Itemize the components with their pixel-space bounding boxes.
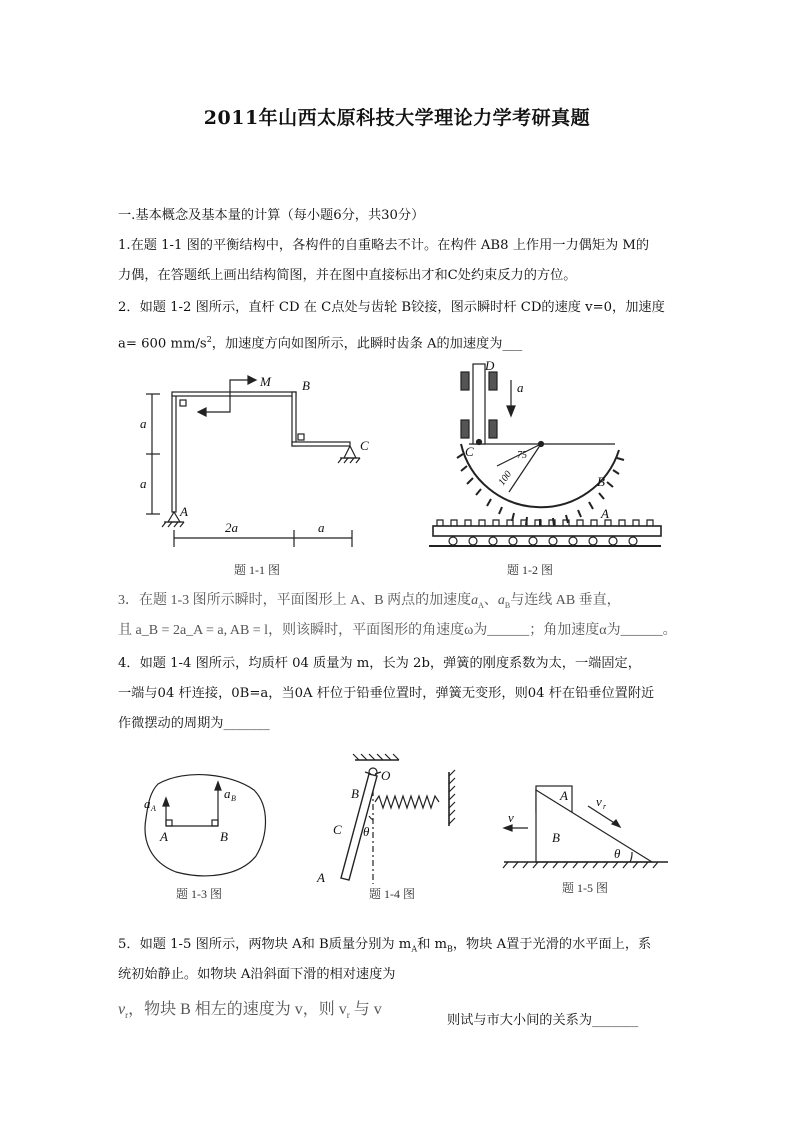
fig11-C: C <box>360 438 369 453</box>
fig13-aB: a <box>224 786 231 801</box>
q5-line1-a: 5．如题 1-5 图所示，两物块 A和 B质量分别为 m <box>118 937 412 952</box>
q3-aA-sub: A <box>478 600 484 610</box>
q3-aA: a <box>471 593 479 608</box>
fig15-caption: 题 1-5 图 <box>562 881 608 895</box>
fig13-caption: 题 1-3 图 <box>176 887 222 901</box>
q2-line2-b: ，加速度方向如图所示，此瞬时齿条 A的加速度为 <box>211 336 503 352</box>
fig11-B: B <box>302 378 310 393</box>
q5-line1 <box>118 935 651 960</box>
q5-ma: A <box>411 944 418 954</box>
fig13-A: A <box>160 829 168 844</box>
q2-line1: 2．如题 1-2 图所示，直杆 CD 在 C点处与齿轮 B铰接，图示瞬时杆 CD的速度 v=0，加速度 <box>118 300 665 315</box>
section-heading: 一.基本概念及基本量的计算（每小题6分，共30分） <box>118 208 425 223</box>
q3-line2: 且 a_B = 2a_A = a, AB = l，则该瞬时，平面图形的角速度ω为______；角加速度α为______。 <box>118 623 677 638</box>
q4-line2: 一端与04 杆连接，0B=a，当0A 杆位于铅垂位置时，弹簧无变形，则04 杆在铅垂位置附近 <box>118 686 655 701</box>
q5-line2: 统初始静止。如物块 A沿斜面下滑的相对速度为 <box>118 967 396 982</box>
fig14-B: B <box>351 786 359 801</box>
fig15-B: B <box>552 830 560 845</box>
q3-line1-a: 3．在题 1-3 图所示瞬时，平面图形上 A、B 两点的加速度 <box>118 593 472 608</box>
fig11-a-top: a <box>140 416 147 431</box>
q1-line1: 1.在题 1-1 图的平衡结构中，各构件的自重略去不计。在构件 AB8 上作用一力偶矩为 M的 <box>118 238 650 253</box>
figure-1-4 <box>305 752 475 904</box>
fig11-caption: 题 1-1 图 <box>234 563 280 577</box>
fig13-B: B <box>220 829 228 844</box>
fig12-100: 100 <box>496 469 515 488</box>
q3-line1-b: 与连线 AB 垂直， <box>510 593 621 608</box>
q3-sep: 、 <box>483 593 498 608</box>
q2-blank: ___ <box>502 336 523 352</box>
fig13-aA-sub: A <box>151 804 156 813</box>
q1-line2: 力偶，在答题纸上画出结构简图，并在图中直接标出才和C处约束反力的方位。 <box>118 268 577 283</box>
fig15-A: A <box>560 788 568 803</box>
figure-1-2 <box>425 358 665 586</box>
fig14-O: O <box>381 768 391 783</box>
q5-line3-d: 与 v <box>349 1001 382 1018</box>
q5-line1-c: ，物块 A置于光滑的水平面上，系 <box>452 937 652 952</box>
q5-vr-sub: r <box>125 1010 129 1021</box>
fig12-caption: 题 1-2 图 <box>507 563 553 577</box>
fig15-vr-sub: r <box>603 802 607 811</box>
fig11-2a: 2a <box>225 520 238 535</box>
q5-line3-b: ，物块 B 相左的速度为 v，则 v <box>128 1001 347 1018</box>
q4-line3 <box>118 714 270 734</box>
fig14-A: A <box>317 870 325 885</box>
page-title: 2011年山西太原科技大学理论力学考研真题 <box>203 107 591 129</box>
fig12-C: C <box>465 444 474 459</box>
fig11-a-bottom: a <box>140 476 147 491</box>
q2-sup: 2 <box>206 335 212 344</box>
fig12-a: a <box>517 380 524 395</box>
fig12-A: A <box>601 506 609 521</box>
figure-1-5 <box>498 780 674 902</box>
fig11-M: M <box>260 374 271 389</box>
q5-blank: _______ <box>592 1013 639 1028</box>
fig12-B: B <box>597 474 605 489</box>
figure-1-1 <box>120 372 380 582</box>
q4-line3-text: 作微摆动的周期为 <box>118 716 224 731</box>
q5-line3 <box>118 1000 382 1025</box>
fig14-theta: θ <box>363 824 370 839</box>
fig14-C: C <box>333 822 342 837</box>
q2-line2 <box>118 330 522 354</box>
q5-vr-sub2: r <box>346 1010 350 1021</box>
q4-line1: 4．如题 1-4 图所示，均质杆 04 质量为 m，长为 2b，弹簧的刚度系数为太，一端固定， <box>118 656 641 671</box>
fig12-D: D <box>485 358 495 373</box>
q3-aB: a <box>497 593 505 608</box>
fig11-a-right: a <box>318 520 325 535</box>
fig15-theta: θ <box>614 846 621 861</box>
q5-mb: B <box>446 944 453 954</box>
fig13-aA: a <box>144 796 151 811</box>
fig13-aB-sub: B <box>231 794 236 803</box>
fig11-A: A <box>180 504 188 519</box>
fig15-v: v <box>508 810 514 825</box>
fig12-75: 75 <box>517 450 527 461</box>
q3-aB-sub: B <box>504 600 511 610</box>
fig15-vr: v <box>596 794 602 809</box>
q5-line3-e: 则试与市大小间的关系为 <box>447 1013 593 1028</box>
q5-line1-b: 和 m <box>417 937 447 952</box>
q4-blank: _______ <box>223 716 270 731</box>
fig14-caption: 题 1-4 图 <box>369 887 415 901</box>
q5-line3-tail <box>447 1011 638 1031</box>
q5-vr: v <box>118 1001 126 1018</box>
figure-1-3 <box>136 766 276 906</box>
q3-line1 <box>118 591 621 616</box>
q2-line2-a: a= 600 mm/s <box>118 336 207 352</box>
